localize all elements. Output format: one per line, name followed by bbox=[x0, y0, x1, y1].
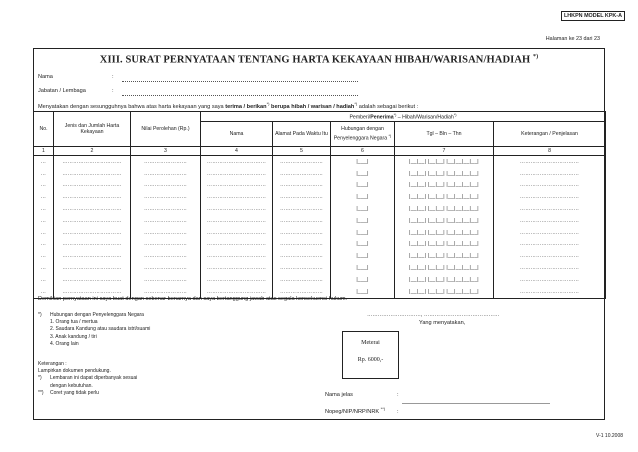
meterai-box bbox=[342, 331, 399, 379]
cell-nama[interactable]: …………………………… bbox=[201, 180, 273, 192]
relation-notes bbox=[38, 312, 150, 348]
cell-ket[interactable]: …………………………… bbox=[494, 239, 606, 251]
table-row bbox=[34, 180, 606, 192]
cell-nilai[interactable]: …………………… bbox=[131, 286, 201, 298]
nama-label: Nama bbox=[38, 74, 53, 80]
col-num: 5 bbox=[273, 147, 331, 156]
cell-nama[interactable]: …………………………… bbox=[201, 203, 273, 215]
cell-hub[interactable]: |___| bbox=[331, 274, 395, 286]
cell-hub[interactable]: |___| bbox=[331, 262, 395, 274]
cell-ket[interactable]: …………………………… bbox=[494, 286, 606, 298]
cell-jenis[interactable]: …………………………… bbox=[54, 203, 131, 215]
cell-nama[interactable]: …………………………… bbox=[201, 250, 273, 262]
nip-label-wrap bbox=[325, 406, 397, 415]
cell-ket[interactable]: …………………………… bbox=[494, 274, 606, 286]
cell-jenis[interactable]: …………………………… bbox=[54, 250, 131, 262]
cell-hub[interactable]: |___| bbox=[331, 215, 395, 227]
keterangan-line: Lampirkan dokumen pendukung. bbox=[38, 368, 111, 375]
cell-alamat[interactable]: …………………… bbox=[273, 215, 331, 227]
col-header-hubungan bbox=[331, 122, 395, 147]
cell-alamat[interactable]: …………………… bbox=[273, 274, 331, 286]
cell-tgl[interactable]: |__|__| |__|__| |__|__|__|__| bbox=[395, 191, 494, 203]
cell-nilai[interactable]: …………………… bbox=[131, 250, 201, 262]
closing-statement: Demikian pernyataan ini saya buat dengan sebenar-benarnya dan saya bertanggung jawab atas segala konsekuensi hukum. bbox=[38, 296, 348, 302]
cell-no[interactable]: … bbox=[34, 286, 54, 298]
col-header-keterangan: Keterangan / Penjelasan bbox=[494, 122, 606, 147]
cell-no[interactable]: … bbox=[34, 191, 54, 203]
col-group-pemberi bbox=[201, 112, 606, 122]
cell-no[interactable]: … bbox=[34, 168, 54, 180]
cell-alamat[interactable]: …………………… bbox=[273, 168, 331, 180]
cell-hub[interactable]: |___| bbox=[331, 168, 395, 180]
col-num: 6 bbox=[331, 147, 395, 156]
cell-jenis[interactable]: …………………………… bbox=[54, 239, 131, 251]
cell-alamat[interactable]: …………………… bbox=[273, 156, 331, 168]
cell-ket[interactable]: …………………………… bbox=[494, 227, 606, 239]
col-num: 2 bbox=[54, 147, 131, 156]
notes-mark: *) bbox=[38, 312, 42, 318]
table-row bbox=[34, 239, 606, 251]
group-sup-2: *) bbox=[453, 113, 457, 118]
jabatan-label: Jabatan / Lembaga bbox=[38, 88, 86, 94]
keterangan-note-1 bbox=[38, 375, 137, 382]
hibah-table bbox=[33, 111, 606, 299]
form-version: V-1 10.2008 bbox=[596, 433, 623, 439]
notes-item: 4. Orang lain bbox=[50, 340, 79, 347]
cell-tgl[interactable]: |__|__| |__|__| |__|__|__|__| bbox=[395, 180, 494, 192]
cell-nilai[interactable]: …………………… bbox=[131, 274, 201, 286]
notes-item: 1. Orang tua / mertua bbox=[50, 319, 98, 326]
table-row bbox=[34, 274, 606, 286]
cell-nilai[interactable]: …………………… bbox=[131, 180, 201, 192]
col-header-no: No. bbox=[34, 112, 54, 147]
cell-ket[interactable]: …………………………… bbox=[494, 156, 606, 168]
col-num: 8 bbox=[494, 147, 606, 156]
cell-nilai[interactable]: …………………… bbox=[131, 191, 201, 203]
cell-nilai[interactable]: …………………… bbox=[131, 215, 201, 227]
nama-colon: : bbox=[112, 74, 114, 80]
cell-tgl[interactable]: |__|__| |__|__| |__|__|__|__| bbox=[395, 156, 494, 168]
cell-tgl[interactable]: |__|__| |__|__| |__|__|__|__| bbox=[395, 203, 494, 215]
jabatan-field[interactable] bbox=[122, 95, 358, 96]
cell-jenis[interactable]: …………………………… bbox=[54, 180, 131, 192]
statement-bold-2: berupa hibah / warisan / hadiah bbox=[269, 103, 355, 110]
cell-tgl[interactable]: |__|__| |__|__| |__|__|__|__| bbox=[395, 239, 494, 251]
cell-nama[interactable]: …………………………… bbox=[201, 168, 273, 180]
note-text: Lembaran ini dapat diperbanyak sesuai bbox=[50, 375, 138, 382]
cell-tgl[interactable]: |__|__| |__|__| |__|__|__|__| bbox=[395, 215, 494, 227]
jabatan-colon: : bbox=[112, 88, 114, 94]
cell-jenis[interactable]: …………………………… bbox=[54, 227, 131, 239]
group-post: – Hibah/Warisan/Hadiah bbox=[396, 114, 454, 121]
note-mark: **) bbox=[38, 389, 44, 396]
cell-nama[interactable]: …………………………… bbox=[201, 191, 273, 203]
cell-hub[interactable]: |___| bbox=[331, 191, 395, 203]
cell-nama[interactable]: …………………………… bbox=[201, 227, 273, 239]
cell-no[interactable]: … bbox=[34, 274, 54, 286]
page-title bbox=[33, 54, 605, 66]
table-row bbox=[34, 262, 606, 274]
table-row bbox=[34, 156, 606, 168]
cell-no[interactable]: … bbox=[34, 227, 54, 239]
cell-tgl[interactable]: |__|__| |__|__| |__|__|__|__| bbox=[395, 262, 494, 274]
cell-alamat[interactable]: …………………… bbox=[273, 250, 331, 262]
statement-line bbox=[38, 101, 418, 110]
cell-ket[interactable]: …………………………… bbox=[494, 262, 606, 274]
nama-jelas-row bbox=[325, 392, 399, 398]
statement-prefix: Menyatakan dengan sesungguhnya bahwa atas harta kekayaan yang saya bbox=[38, 103, 226, 110]
nip-label: Nopeg/NIP/NRP/NRK bbox=[325, 408, 380, 415]
statement-sup-2: *) bbox=[354, 101, 358, 106]
cell-no[interactable]: … bbox=[34, 156, 54, 168]
cell-tgl[interactable]: |__|__| |__|__| |__|__|__|__| bbox=[395, 168, 494, 180]
col-header-jenis: Jenis dan Jumlah Harta Kekayaan bbox=[54, 112, 131, 147]
cell-nilai[interactable]: …………………… bbox=[131, 168, 201, 180]
cell-nama[interactable]: …………………………… bbox=[201, 262, 273, 274]
form-model-badge: LHKPN MODEL KPK-A bbox=[561, 11, 625, 21]
cell-no[interactable]: … bbox=[34, 262, 54, 274]
table-row bbox=[34, 215, 606, 227]
statement-sup-1: *) bbox=[266, 101, 270, 106]
cell-no[interactable]: … bbox=[34, 180, 54, 192]
cell-ket[interactable]: …………………………… bbox=[494, 168, 606, 180]
hubungan-sup: *) bbox=[388, 133, 392, 138]
note-mark: *) bbox=[38, 375, 42, 382]
nip-row bbox=[325, 406, 399, 415]
col-num: 4 bbox=[201, 147, 273, 156]
table-body bbox=[34, 156, 606, 299]
notes-item: 2. Saudara Kandung atau saudara istri/suami bbox=[50, 326, 151, 333]
cell-jenis[interactable]: …………………………… bbox=[54, 156, 131, 168]
cell-nilai[interactable]: …………………… bbox=[131, 227, 201, 239]
col-header-nama: Nama bbox=[201, 122, 273, 147]
cell-nama[interactable]: …………………………… bbox=[201, 156, 273, 168]
cell-alamat[interactable]: …………………… bbox=[273, 286, 331, 298]
cell-ket[interactable]: …………………………… bbox=[494, 250, 606, 262]
cell-nama[interactable]: …………………………… bbox=[201, 215, 273, 227]
cell-alamat[interactable]: …………………… bbox=[273, 262, 331, 274]
cell-tgl[interactable]: |__|__| |__|__| |__|__|__|__| bbox=[395, 286, 494, 298]
table-row bbox=[34, 191, 606, 203]
cell-jenis[interactable]: …………………………… bbox=[54, 262, 131, 274]
table-row bbox=[34, 250, 606, 262]
col-num: 7 bbox=[395, 147, 494, 156]
statement-bold-1: terima / berikan bbox=[225, 103, 267, 110]
cell-jenis[interactable]: …………………………… bbox=[54, 215, 131, 227]
page-number: Halaman ke 23 dari 23 bbox=[545, 36, 600, 42]
statement-suffix: adalah sebagai berikut : bbox=[357, 103, 419, 110]
keterangan-heading: Keterangan : bbox=[38, 361, 67, 367]
nip-colon: : bbox=[397, 408, 399, 415]
cell-nama[interactable]: …………………………… bbox=[201, 286, 273, 298]
col-header-tgl: Tgl – Bln – Thn bbox=[395, 122, 494, 147]
cell-nilai[interactable]: …………………… bbox=[131, 156, 201, 168]
notes-heading: Hubungan dengan Penyelenggara Negara bbox=[50, 312, 144, 318]
cell-alamat[interactable]: …………………… bbox=[273, 239, 331, 251]
note-text: Coret yang tidak perlu bbox=[50, 389, 99, 396]
nama-jelas-colon: : bbox=[397, 392, 399, 398]
col-num: 3 bbox=[131, 147, 201, 156]
meterai-amount: Rp. 6000,- bbox=[357, 357, 384, 363]
cell-ket[interactable]: …………………………… bbox=[494, 203, 606, 215]
cell-tgl[interactable]: |__|__| |__|__| |__|__|__|__| bbox=[395, 227, 494, 239]
cell-alamat[interactable]: …………………… bbox=[273, 191, 331, 203]
cell-no[interactable]: … bbox=[34, 215, 54, 227]
cell-hub[interactable]: |___| bbox=[331, 203, 395, 215]
cell-tgl[interactable]: |__|__| |__|__| |__|__|__|__| bbox=[395, 250, 494, 262]
nama-jelas-field[interactable] bbox=[402, 403, 550, 404]
cell-hub[interactable]: |___| bbox=[331, 286, 395, 298]
cell-no[interactable]: … bbox=[34, 250, 54, 262]
cell-hub[interactable]: |___| bbox=[331, 239, 395, 251]
cell-hub[interactable]: |___| bbox=[331, 227, 395, 239]
title-text: XIII. SURAT PERNYATAAN TENTANG HARTA KEKAYAAN HIBAH/WARISAN/HADIAH bbox=[99, 54, 531, 66]
cell-nama[interactable]: …………………………… bbox=[201, 239, 273, 251]
notes-heading-line bbox=[38, 312, 150, 319]
keterangan-note-1b: dengan kebutuhan. bbox=[50, 382, 93, 389]
group-pre: Pemberi/ bbox=[349, 114, 371, 121]
nip-sup: **) bbox=[380, 406, 386, 411]
cell-hub[interactable]: |___| bbox=[331, 180, 395, 192]
cell-jenis[interactable]: …………………………… bbox=[54, 191, 131, 203]
group-bold: Penerima bbox=[370, 114, 394, 121]
group-sup: *) bbox=[393, 113, 397, 118]
title-footnote-mark: *) bbox=[533, 54, 539, 60]
cell-hub[interactable]: |___| bbox=[331, 250, 395, 262]
cell-ket[interactable]: …………………………… bbox=[494, 215, 606, 227]
nama-field[interactable] bbox=[122, 81, 358, 82]
place-date-field[interactable]: …………………………, …………………………………… bbox=[367, 312, 500, 318]
cell-no[interactable]: … bbox=[34, 239, 54, 251]
cell-nilai[interactable]: …………………… bbox=[131, 239, 201, 251]
cell-tgl[interactable]: |__|__| |__|__| |__|__|__|__| bbox=[395, 274, 494, 286]
cell-jenis[interactable]: …………………………… bbox=[54, 168, 131, 180]
cell-hub[interactable]: |___| bbox=[331, 156, 395, 168]
meterai-label: Meterai bbox=[361, 340, 380, 346]
cell-no[interactable]: … bbox=[34, 203, 54, 215]
col-header-alamat: Alamat Pada Waktu Itu bbox=[273, 122, 331, 147]
cell-jenis[interactable]: …………………………… bbox=[54, 274, 131, 286]
nama-jelas-label: Nama jelas bbox=[325, 392, 353, 398]
cell-nama[interactable]: …………………………… bbox=[201, 274, 273, 286]
cell-nilai[interactable]: …………………… bbox=[131, 262, 201, 274]
col-num: 1 bbox=[34, 147, 54, 156]
keterangan-block bbox=[38, 361, 137, 397]
cell-alamat[interactable]: …………………… bbox=[273, 203, 331, 215]
cell-alamat[interactable]: …………………… bbox=[273, 227, 331, 239]
declarant-label: Yang menyatakan, bbox=[419, 320, 466, 326]
cell-ket[interactable]: …………………………… bbox=[494, 180, 606, 192]
cell-nilai[interactable]: …………………… bbox=[131, 203, 201, 215]
table-row bbox=[34, 168, 606, 180]
keterangan-note-2 bbox=[38, 390, 137, 397]
table-row bbox=[34, 227, 606, 239]
hubungan-text: Hubungan dengan Penyelenggara Negara bbox=[333, 126, 388, 142]
table-row bbox=[34, 203, 606, 215]
cell-jenis[interactable]: …………………………… bbox=[54, 286, 131, 298]
col-header-nilai: Nilai Perolehan (Rp.) bbox=[131, 112, 201, 147]
notes-item: 3. Anak kandung / tiri bbox=[50, 333, 97, 340]
cell-alamat[interactable]: …………………… bbox=[273, 180, 331, 192]
cell-ket[interactable]: …………………………… bbox=[494, 191, 606, 203]
